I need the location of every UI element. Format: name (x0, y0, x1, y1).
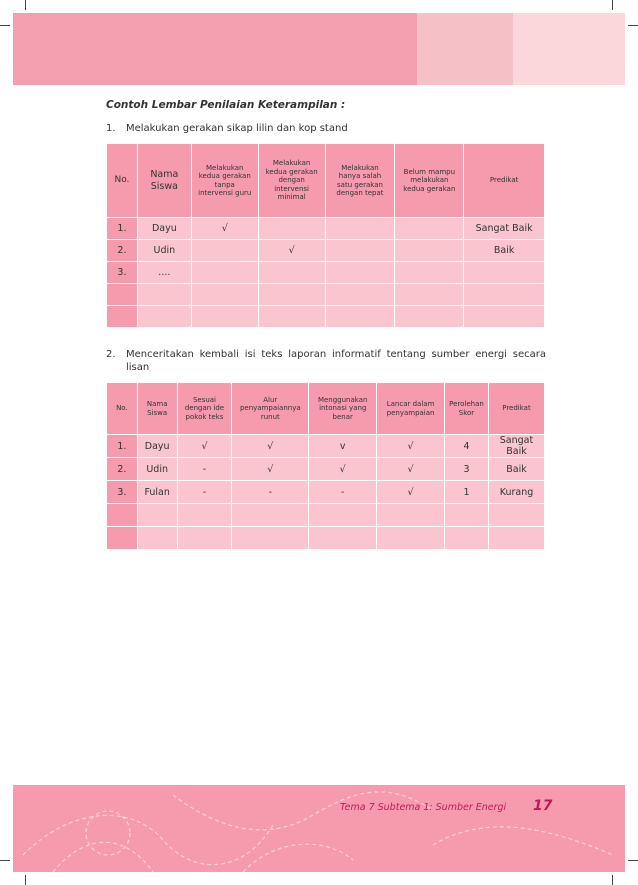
table-cell (325, 218, 395, 240)
table-cell: 1 (444, 481, 488, 504)
header-band-mid (417, 13, 513, 85)
table-cell: √ (177, 435, 232, 458)
instruction-number: 1. (106, 123, 116, 134)
table-cell (258, 218, 325, 240)
table-cell: Baik (488, 458, 544, 481)
table-cell (395, 306, 464, 328)
header-cell: Sesuai dengan ide pokok teks (177, 383, 232, 435)
table-cell (444, 504, 488, 527)
table-cell: 2. (107, 240, 138, 262)
table-cell (325, 284, 395, 306)
table-cell (137, 527, 177, 550)
skill-table-2 (106, 382, 545, 550)
table-cell: 3. (107, 262, 138, 284)
page-number: 17 (533, 798, 553, 814)
table-header-row (107, 383, 545, 435)
table-cell: √ (191, 218, 258, 240)
table-cell: 1. (107, 218, 138, 240)
table-row (107, 458, 545, 481)
table-cell (191, 240, 258, 262)
table-cell: √ (232, 435, 309, 458)
header-band-light (513, 13, 625, 85)
table-cell (191, 262, 258, 284)
table-cell: Udin (137, 458, 177, 481)
table-cell (464, 306, 545, 328)
header-cell: Lancar dalam penyampaian (377, 383, 445, 435)
table-cell (395, 262, 464, 284)
table-cell (232, 504, 309, 527)
table-cell (191, 284, 258, 306)
table-row (107, 306, 545, 328)
table-cell (107, 527, 138, 550)
table-cell: - (309, 481, 377, 504)
table-cell (177, 527, 232, 550)
table-cell (107, 306, 138, 328)
table-cell (137, 284, 191, 306)
header-band-dark (13, 13, 417, 85)
table-cell (309, 527, 377, 550)
table-row (107, 218, 545, 240)
table-cell: v (309, 435, 377, 458)
table-cell: 3. (107, 481, 138, 504)
table-cell: √ (232, 458, 309, 481)
table-cell (258, 262, 325, 284)
header-cell: Nama Siswa (137, 383, 177, 435)
table-cell (464, 284, 545, 306)
instruction-text: Melakukan gerakan sikap lilin dan kop stand (126, 123, 348, 134)
table-cell (464, 262, 545, 284)
header-cell: Melakukan hanya salah satu gerakan dengan tepat (325, 144, 395, 218)
crop-mark (628, 860, 638, 861)
header-cell: Nama Siswa (137, 144, 191, 218)
table-cell (395, 218, 464, 240)
instruction-number: 2. (106, 349, 116, 360)
table-cell (325, 240, 395, 262)
table-cell: .... (137, 262, 191, 284)
crop-mark (628, 25, 638, 26)
footer-theme-label: Tema 7 Subtema 1: Sumber Energi (340, 802, 507, 813)
table-cell: Sangat Baik (464, 218, 545, 240)
crop-mark (25, 0, 26, 10)
table-cell (258, 284, 325, 306)
table-row (107, 240, 545, 262)
header-cell: Melakukan kedua gerakan tanpa intervensi guru (191, 144, 258, 218)
table-cell (232, 527, 309, 550)
header-cell: Predikat (464, 144, 545, 218)
table-header-row (107, 144, 545, 218)
table-cell: Baik (464, 240, 545, 262)
table-cell (177, 504, 232, 527)
table-cell: 1. (107, 435, 138, 458)
table-cell (137, 504, 177, 527)
table-cell (309, 504, 377, 527)
crop-mark (612, 875, 613, 885)
table-cell: √ (309, 458, 377, 481)
table-row (107, 284, 545, 306)
crop-mark (0, 860, 10, 861)
header-cell: Predikat (488, 383, 544, 435)
header-cell: No. (107, 144, 138, 218)
table-cell: - (177, 481, 232, 504)
table-cell (444, 527, 488, 550)
table-cell (395, 240, 464, 262)
table-cell: Fulan (137, 481, 177, 504)
header-cell: Belum mampu melakukan kedua gerakan (395, 144, 464, 218)
table-cell: - (232, 481, 309, 504)
table-cell: 2. (107, 458, 138, 481)
table-cell: 3 (444, 458, 488, 481)
table-cell (488, 504, 544, 527)
header-cell: Menggunakan intonasi yang benar (309, 383, 377, 435)
table-row (107, 504, 545, 527)
skill-table-1 (106, 143, 545, 328)
table-cell (377, 504, 445, 527)
header-cell: No. (107, 383, 138, 435)
table-cell: Sangat Baik (488, 435, 544, 458)
table-cell: √ (377, 481, 445, 504)
table-cell: Dayu (137, 435, 177, 458)
header-cell: Melakukan kedua gerakan dengan intervensi minimal (258, 144, 325, 218)
header-cell: Alur penyampaiannya runut (232, 383, 309, 435)
table-row (107, 481, 545, 504)
table-cell (325, 306, 395, 328)
instruction-1 (106, 122, 348, 135)
table-cell (258, 306, 325, 328)
table-cell (395, 284, 464, 306)
crop-mark (25, 875, 26, 885)
header-band (13, 13, 625, 85)
header-cell: Perolehan Skor (444, 383, 488, 435)
table-row (107, 527, 545, 550)
table-row (107, 435, 545, 458)
table-cell (107, 284, 138, 306)
table-cell: Udin (137, 240, 191, 262)
table-cell: Kurang (488, 481, 544, 504)
table-cell (191, 306, 258, 328)
instruction-2 (106, 348, 546, 374)
table-cell (325, 262, 395, 284)
section-heading: Contoh Lembar Penilaian Keterampilan : (106, 99, 346, 111)
crop-mark (0, 25, 10, 26)
table-cell (377, 527, 445, 550)
instruction-text: Menceritakan kembali isi teks laporan informatif tentang sumber energi secara lisan (126, 349, 546, 373)
table-cell: 4 (444, 435, 488, 458)
crop-mark (612, 0, 613, 10)
table-cell: Dayu (137, 218, 191, 240)
table-cell (107, 504, 138, 527)
table-cell: √ (377, 458, 445, 481)
table-cell (488, 527, 544, 550)
table-cell: √ (258, 240, 325, 262)
table-cell (137, 306, 191, 328)
table-cell: - (177, 458, 232, 481)
table-row (107, 262, 545, 284)
table-cell: √ (377, 435, 445, 458)
